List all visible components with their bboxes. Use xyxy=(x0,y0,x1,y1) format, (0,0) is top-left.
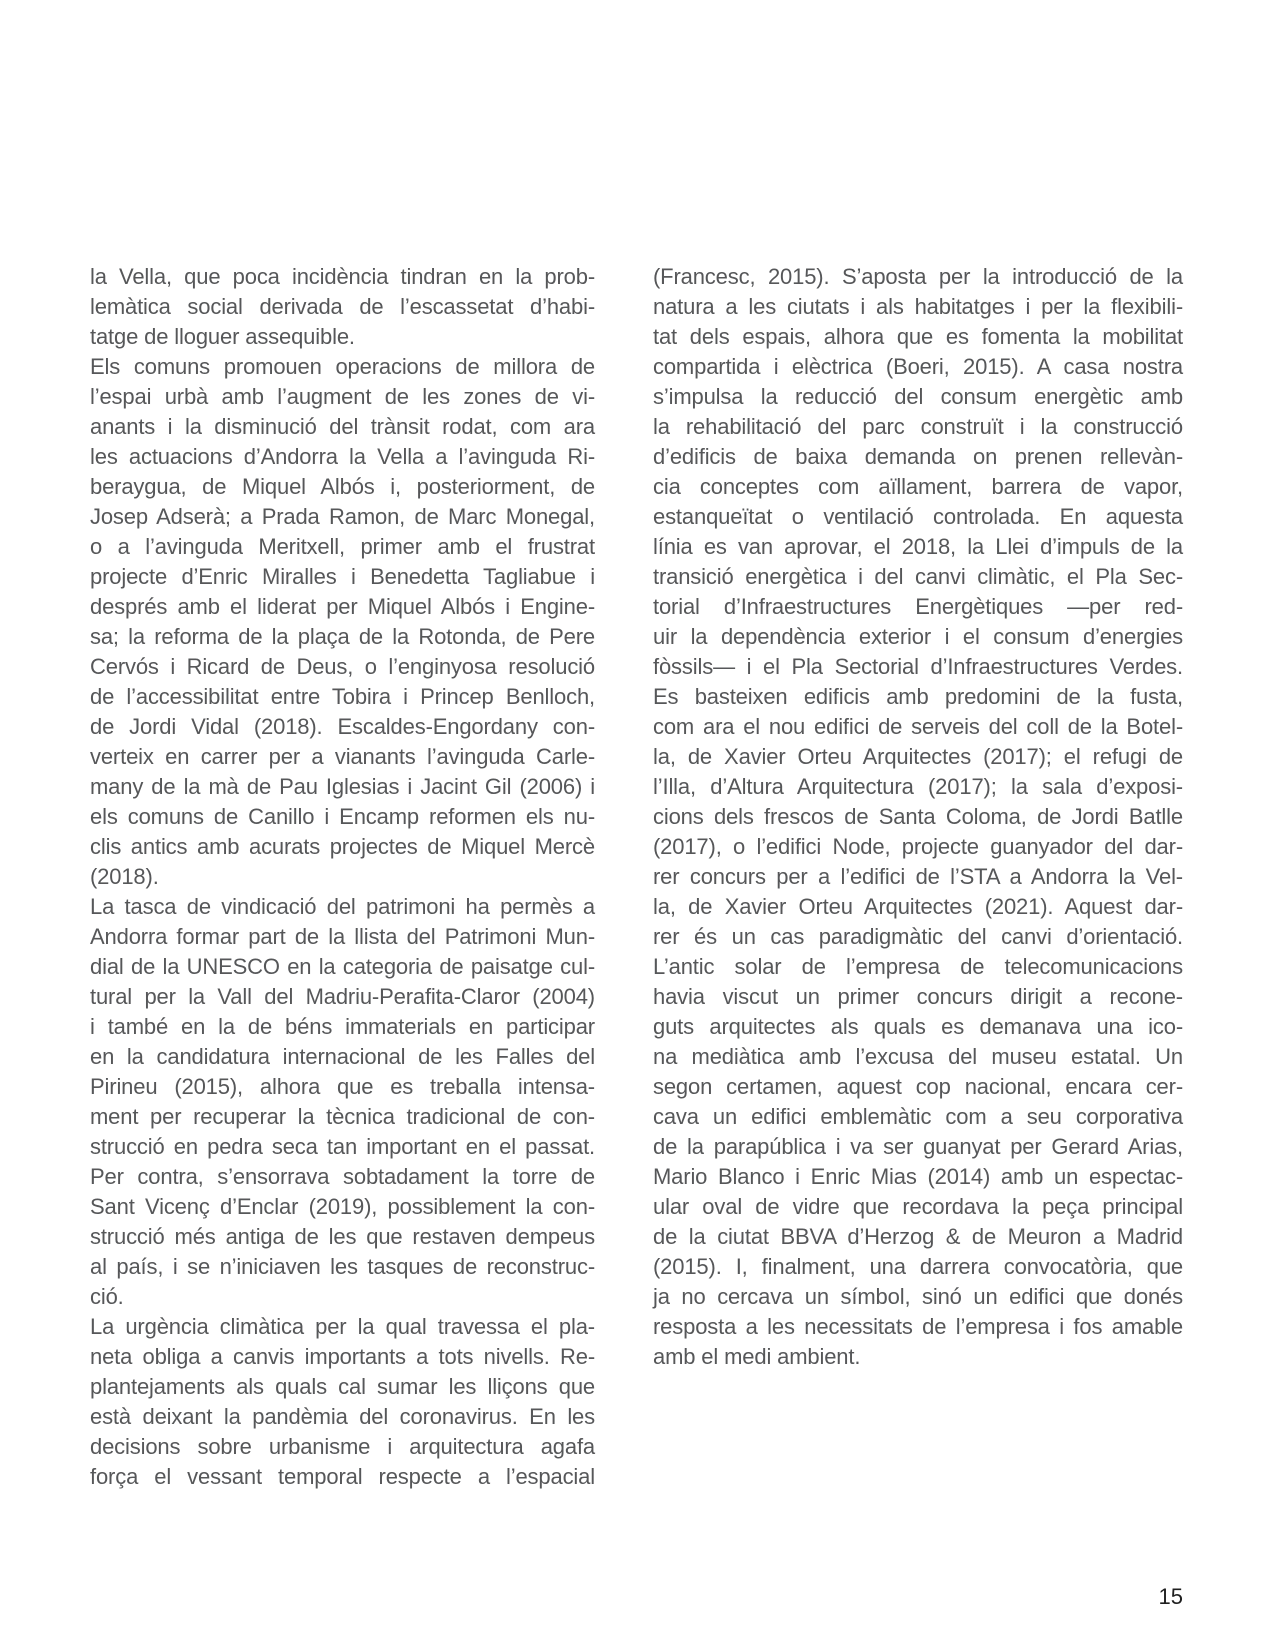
text-line: i també en la de béns immaterials en participar xyxy=(90,1014,595,1039)
text-line: Mario Blanco i Enric Mias (2014) amb un espectac- xyxy=(653,1164,1183,1189)
text-line: línia es van aprovar, el 2018, la Llei d’impuls de la xyxy=(653,534,1183,559)
text-line: fòssils— i el Pla Sectorial d’Infraestructures Verdes. xyxy=(653,654,1183,679)
text-line: tural per la Vall del Madriu-Perafita-Claror (2004) xyxy=(90,984,595,1009)
text-line: força el vessant temporal respecte a l’espacial xyxy=(90,1464,595,1489)
text-line: al país, i se n’iniciaven les tasques de reconstruc- xyxy=(90,1254,595,1279)
text-line: ció. xyxy=(90,1284,124,1309)
left-text-column xyxy=(90,262,595,1492)
text-line: Cervós i Ricard de Deus, o l’enginyosa resolució xyxy=(90,654,595,679)
text-line: strucció més antiga de les que restaven dempeus xyxy=(90,1224,595,1249)
text-line: decisions sobre urbanisme i arquitectura agafa xyxy=(90,1434,595,1459)
text-line: amb el medi ambient. xyxy=(653,1344,861,1369)
text-line: L’antic solar de l’empresa de telecomunicacions xyxy=(653,954,1183,979)
right-text-column xyxy=(653,262,1183,1372)
text-line: tat dels espais, alhora que es fomenta la mobilitat xyxy=(653,324,1183,349)
text-line: (2015). I, finalment, una darrera convocatòria, que xyxy=(653,1254,1183,1279)
text-line: ment per recuperar la tècnica tradicional de con- xyxy=(90,1104,595,1129)
text-line: com ara el nou edifici de serveis del coll de la Botel- xyxy=(653,714,1183,739)
text-line: s’impulsa la reducció del consum energètic amb xyxy=(653,384,1183,409)
text-line: de Jordi Vidal (2018). Escaldes-Engordany con- xyxy=(90,714,595,739)
text-line: cava un edifici emblemàtic com a seu corporativa xyxy=(653,1104,1183,1129)
text-line: Els comuns promouen operacions de millora de xyxy=(90,354,595,379)
text-line: els comuns de Canillo i Encamp reformen els nu- xyxy=(90,804,595,829)
text-line: uir la dependència exterior i el consum d’energies xyxy=(653,624,1183,649)
text-line: la Vella, que poca incidència tindran en la prob- xyxy=(90,264,595,289)
text-line: Pirineu (2015), alhora que es treballa intensa- xyxy=(90,1074,595,1099)
text-line: torial d’Infraestructures Energètiques —per red- xyxy=(653,594,1183,619)
text-line: ular oval de vidre que recordava la peça principal xyxy=(653,1194,1183,1219)
text-line: tatge de lloguer assequible. xyxy=(90,324,355,349)
text-line: la rehabilitació del parc construït i la construcció xyxy=(653,414,1183,439)
text-line: neta obliga a canvis importants a tots nivells. Re- xyxy=(90,1344,595,1369)
text-line: beraygua, de Miquel Albós i, posteriorment, de xyxy=(90,474,595,499)
text-line: plantejaments als quals cal sumar les lliçons que xyxy=(90,1374,595,1399)
text-line: la, de Xavier Orteu Arquitectes (2017); el refugi de xyxy=(653,744,1183,769)
text-line: de la parapública i va ser guanyat per Gerard Arias, xyxy=(653,1134,1183,1159)
text-line: na mediàtica amb l’excusa del museu estatal. Un xyxy=(653,1044,1183,1069)
text-line: rer concurs per a l’edifici de l’STA a Andorra la Vel- xyxy=(653,864,1183,889)
text-line: projecte d’Enric Miralles i Benedetta Tagliabue i xyxy=(90,564,595,589)
text-line: (2017), o l’edifici Node, projecte guanyador del dar- xyxy=(653,834,1183,859)
text-line: Es basteixen edificis amb predomini de la fusta, xyxy=(653,684,1183,709)
text-line: estanqueïtat o ventilació controlada. En aquesta xyxy=(653,504,1183,529)
text-line: de l’accessibilitat entre Tobira i Princep Benlloch, xyxy=(90,684,595,709)
text-line: La tasca de vindicació del patrimoni ha permès a xyxy=(90,894,595,919)
text-line: clis antics amb acurats projectes de Miquel Mercè xyxy=(90,834,595,859)
text-line: segon certamen, aquest cop nacional, encara cer- xyxy=(653,1074,1183,1099)
text-line: resposta a les necessitats de l’empresa i fos amable xyxy=(653,1314,1183,1339)
text-line: guts arquitectes als quals es demanava una ico- xyxy=(653,1014,1183,1039)
text-line: o a l’avinguda Meritxell, primer amb el frustrat xyxy=(90,534,595,559)
text-line: (Francesc, 2015). S’aposta per la introducció de la xyxy=(653,264,1183,289)
text-line: cia conceptes com aïllament, barrera de vapor, xyxy=(653,474,1183,499)
text-line: ja no cercava un símbol, sinó un edifici que donés xyxy=(653,1284,1183,1309)
text-line: està deixant la pandèmia del coronavirus. En les xyxy=(90,1404,595,1429)
text-line: cions dels frescos de Santa Coloma, de Jordi Batlle xyxy=(653,804,1183,829)
text-line: l’espai urbà amb l’augment de les zones de vi- xyxy=(90,384,595,409)
text-line: many de la mà de Pau Iglesias i Jacint Gil (2006) i xyxy=(90,774,595,799)
text-line: transició energètica i del canvi climàtic, el Pla Sec- xyxy=(653,564,1183,589)
text-line: lemàtica social derivada de l’escassetat d’habi- xyxy=(90,294,595,319)
text-line: compartida i elèctrica (Boeri, 2015). A casa nostra xyxy=(653,354,1183,379)
text-line: (2018). xyxy=(90,864,159,889)
text-line: havia viscut un primer concurs dirigit a recone- xyxy=(653,984,1183,1009)
text-line: natura a les ciutats i als habitatges i per la flexibili- xyxy=(653,294,1183,319)
text-line: Sant Vicenç d’Enclar (2019), possiblement la con- xyxy=(90,1194,595,1219)
text-line: les actuacions d’Andorra la Vella a l’avinguda Ri- xyxy=(90,444,595,469)
text-line: Andorra formar part de la llista del Patrimoni Mun- xyxy=(90,924,595,949)
text-line: anants i la disminució del trànsit rodat, com ara xyxy=(90,414,595,439)
text-line: strucció en pedra seca tan important en el passat. xyxy=(90,1134,595,1159)
text-line: verteix en carrer per a vianants l’avinguda Carle- xyxy=(90,744,595,769)
page-number: 15 xyxy=(1158,1584,1183,1609)
text-line: després amb el liderat per Miquel Albós i Engine- xyxy=(90,594,595,619)
text-line: en la candidatura internacional de les Falles del xyxy=(90,1044,595,1069)
text-line: l’Illa, d’Altura Arquitectura (2017); la sala d’exposi- xyxy=(653,774,1183,799)
text-line: Per contra, s’ensorrava sobtadament la torre de xyxy=(90,1164,595,1189)
text-line: sa; la reforma de la plaça de la Rotonda, de Pere xyxy=(90,624,595,649)
text-line: dial de la UNESCO en la categoria de paisatge cul- xyxy=(90,954,595,979)
text-line: Josep Adserà; a Prada Ramon, de Marc Monegal, xyxy=(90,504,595,529)
text-line: rer és un cas paradigmàtic del canvi d’orientació. xyxy=(653,924,1183,949)
text-line: La urgència climàtica per la qual travessa el pla- xyxy=(90,1314,595,1339)
text-line: de la ciutat BBVA d’Herzog & de Meuron a Madrid xyxy=(653,1224,1183,1249)
text-line: la, de Xavier Orteu Arquitectes (2021). Aquest dar- xyxy=(653,894,1183,919)
text-line: d’edificis de baixa demanda on prenen rellevàn- xyxy=(653,444,1183,469)
